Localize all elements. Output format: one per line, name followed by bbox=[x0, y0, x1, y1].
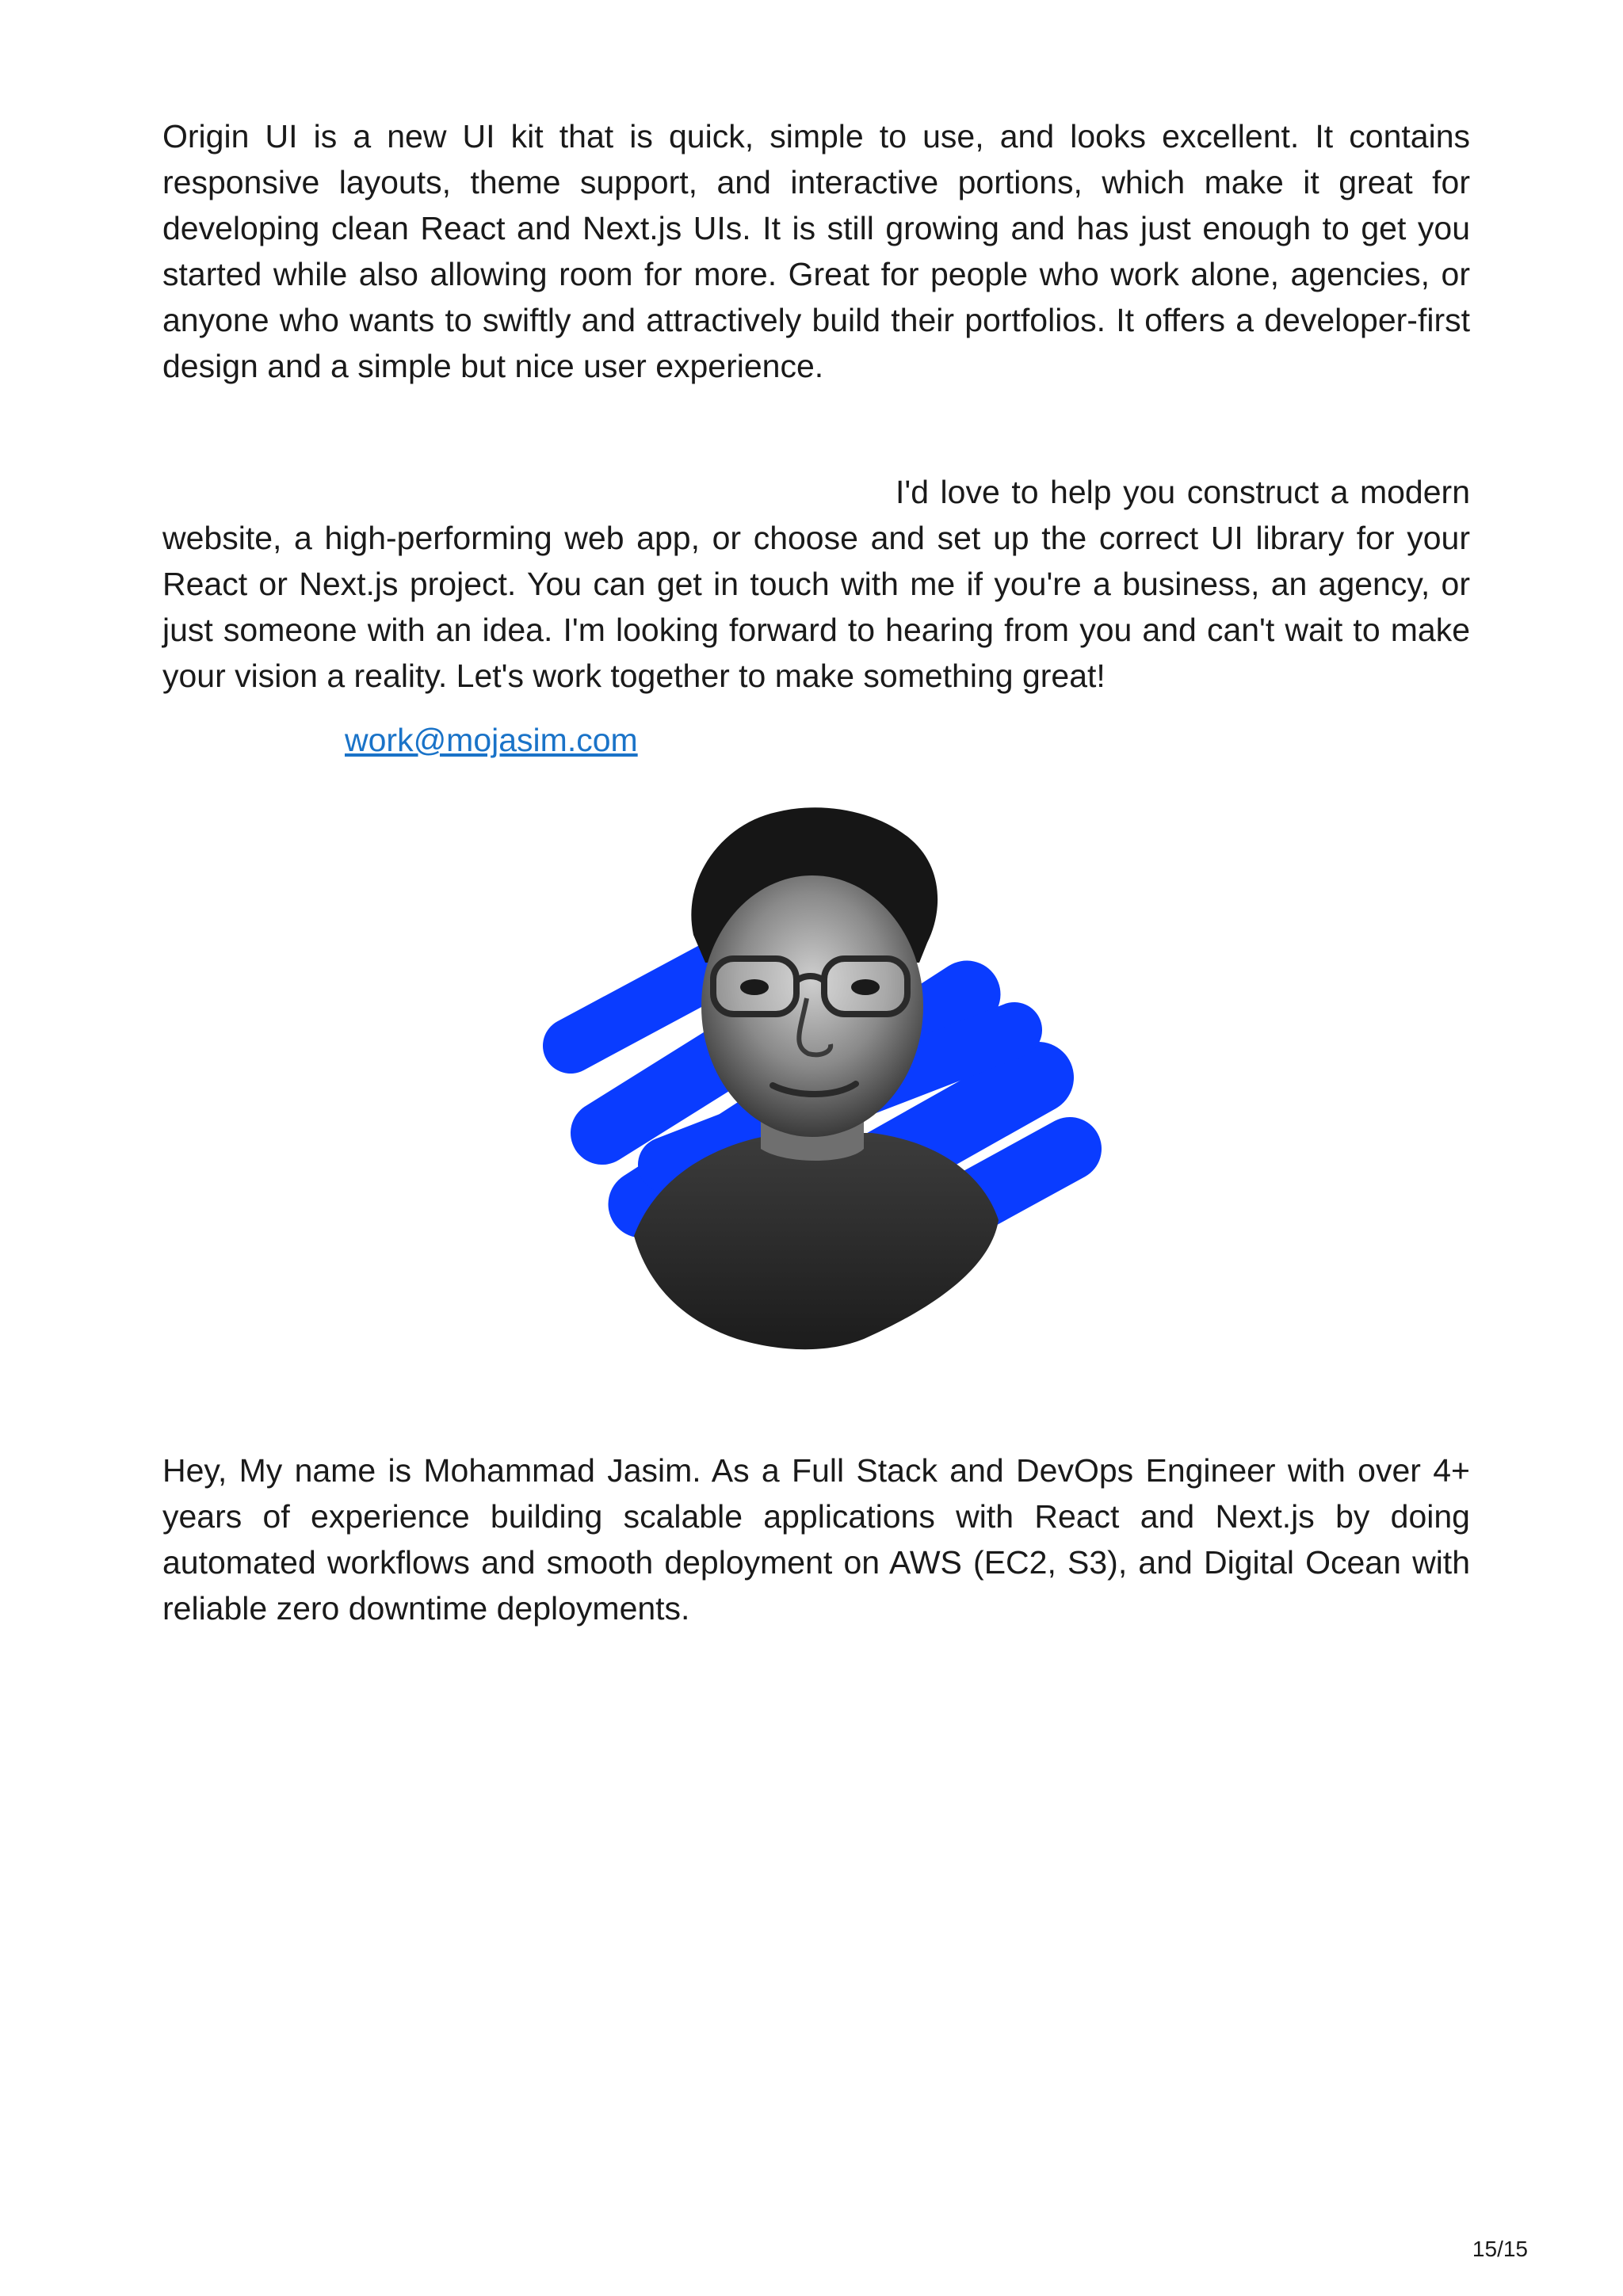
page-number: 15/15 bbox=[1472, 2237, 1528, 2261]
email-link[interactable]: work@mojasim.com bbox=[345, 722, 638, 758]
contact-paragraph: I'd love to help you construct a modern website, a high-performing web app, or choose and set up the correct UI library for your React or Next.js project. You can get in touch with me if you're a business, an agency, or just someone with an idea. I'm looking forward to hearing from you and can't wait to make your vision a reality. Let's work together to make something great! bbox=[162, 474, 1470, 694]
author-portrait bbox=[523, 792, 1109, 1363]
author-portrait-photo bbox=[523, 792, 1109, 1363]
intro-paragraph: Origin UI is a new UI kit that is quick, simple to use, and looks excellent. It contains responsive layouts, theme support, and interactive portions, which make it great for developing clean React and Next.js UIs. It is still growing and has just enough to get you started while also allowing room for more. Great for people who work alone, agencies, or anyone who wants to swiftly and attractively build their portfolios. It offers a developer-first design and a simple but nice user experience. bbox=[162, 118, 1470, 384]
bio-paragraph: Hey, My name is Mohammad Jasim. As a Full Stack and DevOps Engineer with over 4+ years of experience building scalable applications with React and Next.js by doing automated workflows and smooth deployment on AWS (EC2, S3), and Digital Ocean with reliable zero downtime deployments. bbox=[162, 1452, 1470, 1627]
